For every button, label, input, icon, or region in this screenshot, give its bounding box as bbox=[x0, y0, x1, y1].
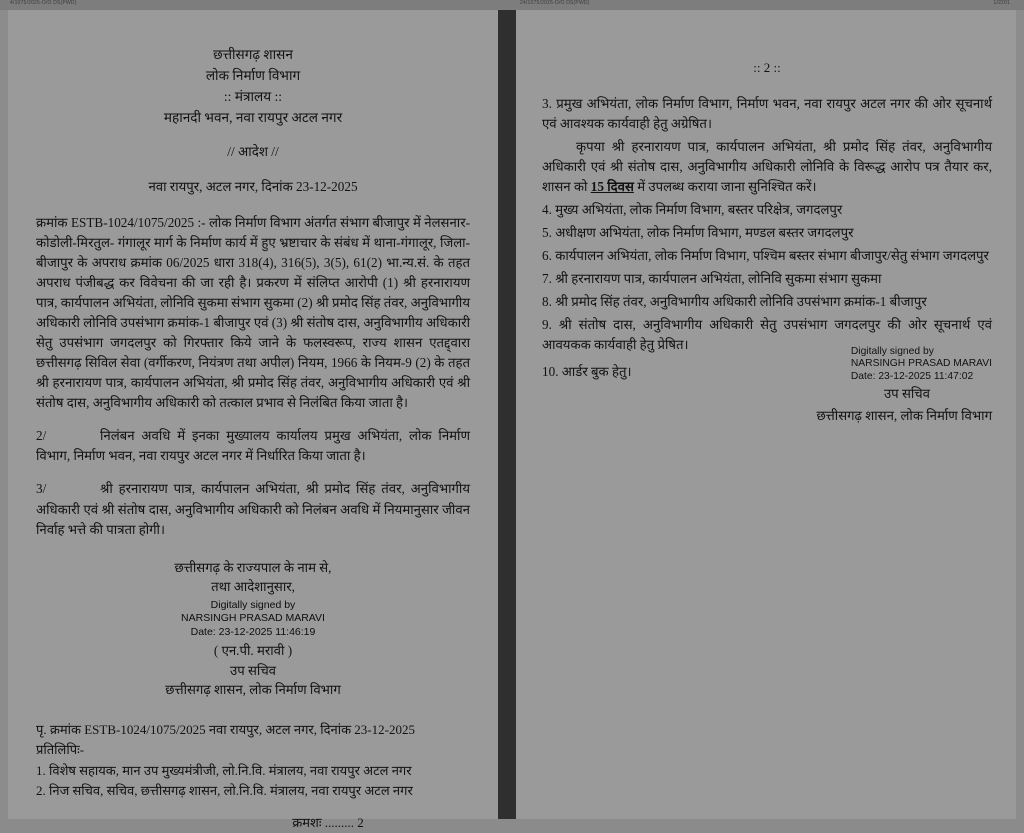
instruction-deadline: 15 दिवस bbox=[590, 179, 634, 194]
signatory-designation: उप सचिव bbox=[229, 662, 277, 678]
digital-signature-stamp-1 bbox=[36, 599, 470, 639]
scan-header-strip bbox=[0, 0, 1024, 10]
list-item: 10. आर्डर बुक हेतु। bbox=[542, 363, 632, 379]
digital-signature-line-2: NARSINGH PRASAD MARAVI bbox=[181, 612, 325, 625]
endorsement-number: पृ. क्रमांक ESTB-1024/1075/2025 नवा रायपुर, अटल नगर, दिनांक 23-12-2025 bbox=[36, 722, 415, 738]
paragraph-1: क्रमांक ESTB-1024/1075/2025 :- लोक निर्माण विभाग अंतर्गत संभाग बीजापुर में नेलसनार-कोडोली-मिरतुल- गंगालूर मार्ग के निर्माण कार्य में हुए भ्रष्टाचार के संबंध में थाना-गंगालूर, जिला-बीजापुर के अपराध क्रमांक 06/2025 धारा 318(4), 316(5), 3(5), 61(2) भा.न्य.सं. के तहत अपराध पंजीबद्ध कर विवेचना की जा रही है। प्रकरण में संलिप्त आरोपी (1) श्री हरनारायण पात्र, कार्यपालन अभियंता, लोनिवि सुकमा संभाग सुकमा (2) श्री प्रमोद सिंह तंवर, अनुविभागीय अधिकारी लोनिवि उपसंभाग क्रमांक-1 बीजापुर एवं (3) श्री संतोष दास, अनुविभागीय अधिकारी सेतु उपसंभाग जगदलपुर को गिरफ्तार किये जाने के फलस्वरूप, राज्य शासन एतद्द्वारा छत्तीसगढ़ सिविल सेवा (वर्गीकरण, नियंत्रण तथा अपील) नियम, 1966 के नियम-9 (2) के तहत श्री हरनारायण पात्र, कार्यपालन अभियंता, श्री प्रमोद सिंह तंवर, अनुविभागीय अधिकारी एवं श्री संतोष दास, अनुविभागीय अधिकारी को तत्काल प्रभाव से निलंबित किया जाता है। bbox=[36, 214, 470, 411]
list-item: 4. मुख्य अभियंता, लोक निर्माण विभाग, बस्तर परिक्षेत्र, जगदलपुर bbox=[542, 202, 843, 218]
digital-signature-line-1: Digitally signed by bbox=[850, 345, 934, 357]
scan-header-left: 24/1075/2025-O/O DS(PWD) bbox=[520, 0, 590, 6]
instruction-prefix: कृपया श्री हरनारायण पात्र, कार्यपालन अभियंता, श्री प्रमोद सिंह तंवर, अनुविभागीय अधिकारी एवं श्री संतोष दास, अनुविभागीय अधिकारी लोनिवि के विरूद्ध आरोप पत्र तैयार कर, शासन को bbox=[542, 138, 992, 194]
copy-item: 1. विशेष सहायक, मान उप मुख्यमंत्रीजी, लो.नि.वि. मंत्रालय, नवा रायपुर अटल नगर bbox=[36, 762, 412, 778]
signatory-designation: उप सचिव bbox=[883, 386, 930, 402]
closing-line-2: तथा आदेशानुसार, bbox=[211, 579, 295, 595]
digital-signature-line-3: Date: 23-12-2025 11:47:02 bbox=[850, 371, 974, 383]
list-item: 5. अधीक्षण अभियंता, लोक निर्माण विभाग, मण्डल बस्तर जगदलपुर bbox=[542, 225, 854, 241]
page-number-marker: :: 2 :: bbox=[753, 60, 781, 75]
closing-block bbox=[36, 558, 470, 701]
signatory-department: छत्तीसगढ़ शासन, लोक निर्माण विभाग bbox=[816, 407, 992, 423]
letterhead-line-4: महानदी भवन, नवा रायपुर अटल नगर bbox=[163, 110, 343, 126]
scan-header-left-faint: 4/1075/2025-O/O DS(PWD) bbox=[10, 0, 77, 6]
list-item: 8. श्री प्रमोद सिंह तंवर, अनुविभागीय अधिकारी लोनिवि उपसंभाग क्रमांक-1 बीजापुर bbox=[542, 294, 927, 310]
instruction-paragraph bbox=[542, 137, 992, 197]
list-item: 3. प्रमुख अभियंता, लोक निर्माण विभाग, निर्माण भवन, नवा रायपुर अटल नगर की ओर सूचनार्थ एवं आवश्यक कार्यवाही हेतु अग्रेषित। bbox=[542, 95, 992, 131]
paragraph-2 bbox=[36, 426, 470, 466]
letterhead-line-1: छत्तीसगढ़ शासन bbox=[213, 47, 293, 62]
signature-block-page2 bbox=[542, 346, 992, 425]
signatory-name: ( एन.पी. मरावी ) bbox=[213, 642, 293, 658]
copy-item: 2. निज सचिव, सचिव, छत्तीसगढ़ शासन, लो.नि.वि. मंत्रालय, नवा रायपुर अटल नगर bbox=[36, 782, 413, 798]
paragraph-3 bbox=[36, 479, 470, 539]
continued-marker: क्रमशः ......... 2 bbox=[292, 814, 364, 830]
paragraph-3-text: श्री हरनारायण पात्र, कार्यपालन अभियंता, श्री प्रमोद सिंह तंवर, अनुविभागीय अधिकारी एवं श्री संतोष दास, अनुविभागीय अधिकारी को निलंबन अवधि में नियमानुसार जीवन निर्वाह भत्ते की पात्रता होगी। bbox=[36, 481, 470, 537]
list-item: 7. श्री हरनारायण पात्र, कार्यपालन अभियंता, लोनिवि सुकमा संभाग सुकमा bbox=[542, 271, 882, 287]
copy-label: प्रतिलिपिः- bbox=[36, 742, 85, 758]
endorsement-block bbox=[36, 720, 470, 801]
place-and-date: नवा रायपुर, अटल नगर, दिनांक 23-12-2025 bbox=[148, 178, 358, 194]
letterhead bbox=[36, 44, 470, 128]
list-item: 9. श्री संतोष दास, अनुविभागीय अधिकारी सेतु उपसंभाग जगदलपुर की ओर सूचनार्थ एवं आवयकक कार्यवाही हेतु प्रेषित। bbox=[542, 317, 992, 353]
order-title: // आदेश // bbox=[227, 144, 279, 160]
paragraph-3-number: 3/ bbox=[36, 481, 47, 497]
paragraph-2-text: निलंबन अवधि में इनका मुख्यालय कार्यालय प्रमुख अभियंता, लोक निर्माण विभाग, निर्माण भवन, नवा रायपुर अटल नगर में निर्धारित किया जाता है। bbox=[36, 428, 470, 464]
digital-signature-stamp-2 bbox=[851, 346, 992, 385]
page-gutter-divider bbox=[498, 10, 516, 819]
digital-signature-line-2: NARSINGH PRASAD MARAVI bbox=[850, 358, 992, 370]
document-page-1 bbox=[8, 10, 498, 830]
letterhead-line-3: :: मंत्रालय :: bbox=[223, 89, 283, 105]
scan-header-right: 1/2201 bbox=[993, 0, 1010, 6]
instruction-suffix: में उपलब्ध कराया जाना सुनिश्चित करें। bbox=[633, 179, 817, 194]
digital-signature-line-1: Digitally signed by bbox=[210, 599, 296, 612]
list-item: 6. कार्यपालन अभियंता, लोक निर्माण विभाग, पश्चिम बस्तर संभाग बीजापुर/सेतु संभाग जगदलपुर bbox=[542, 248, 989, 264]
document-page-2 bbox=[516, 10, 1016, 819]
digital-signature-line-3: Date: 23-12-2025 11:46:19 bbox=[190, 625, 316, 638]
signatory-department: छत्तीसगढ़ शासन, लोक निर्माण विभाग bbox=[165, 682, 341, 698]
closing-line-1: छत्तीसगढ़ के राज्यपाल के नाम से, bbox=[174, 559, 332, 575]
letterhead-line-2: लोक निर्माण विभाग bbox=[205, 68, 301, 84]
paragraph-2-number: 2/ bbox=[36, 428, 47, 444]
